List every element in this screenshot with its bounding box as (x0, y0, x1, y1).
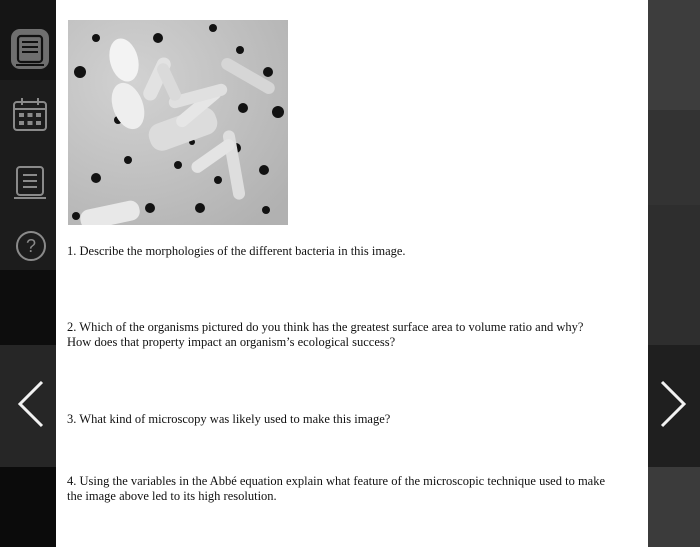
sidebar-band (648, 467, 700, 547)
left-sidebar (0, 0, 56, 547)
right-sidebar (648, 0, 700, 547)
sidebar-band (0, 270, 56, 345)
chevron-left-icon (10, 376, 50, 432)
bacteria-micrograph (68, 20, 288, 225)
help-icon[interactable] (14, 229, 48, 263)
book-icon[interactable] (8, 26, 52, 72)
prev-page-button[interactable] (10, 376, 50, 432)
next-page-button[interactable] (654, 376, 694, 432)
sidebar-band (0, 467, 56, 547)
question-4: 4. Using the variables in the Abbé equation explain what feature of the microscopic technique used to make the image above led to its high resolution. (67, 474, 606, 503)
document-page (56, 0, 648, 547)
question-3: 3. What kind of microscopy was likely used to make this image? (67, 412, 391, 426)
chevron-right-icon (654, 376, 694, 432)
sidebar-band (648, 110, 700, 205)
help-glyph: ? (25, 236, 37, 256)
notes-icon[interactable] (12, 163, 48, 201)
question-1: 1. Describe the morphologies of the different bacteria in this image. (67, 244, 406, 258)
sidebar-band (648, 0, 700, 110)
question-2: 2. Which of the organisms pictured do you think has the greatest surface area to volume ratio and why? How does that property impact an organism’s ecological success? (67, 320, 584, 349)
sidebar-band (648, 205, 700, 345)
calendar-icon[interactable] (10, 96, 50, 134)
